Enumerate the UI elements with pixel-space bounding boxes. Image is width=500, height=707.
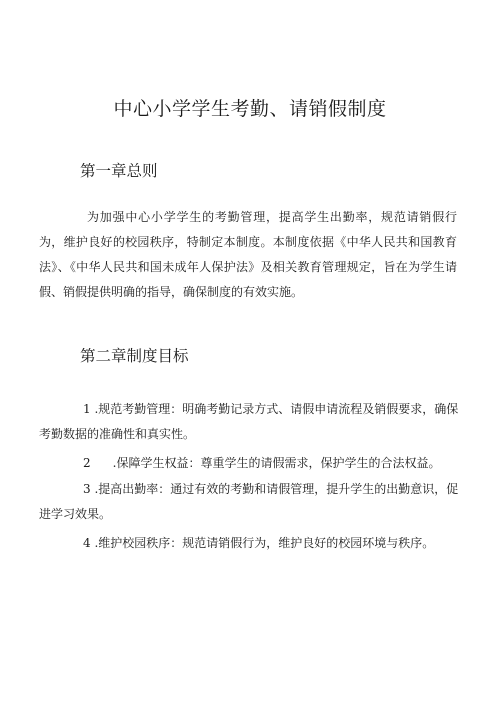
goal-item-text: 提高出勤率：通过有效的考勤和请假管理，提升学生的出勤意识，促进学习效果。 — [39, 482, 459, 521]
goal-item-number: 2 — [83, 456, 91, 470]
goal-item-text: .保障学生权益：尊重学生的请假需求，保护学生的合法权益。 — [112, 456, 441, 470]
goal-item-1 — [39, 397, 459, 447]
goal-item-text: 规范考勤管理：明确考勤记录方式、请假申请流程及销假要求，确保考勤数据的准确性和真实性。 — [39, 402, 459, 441]
goal-item-number: 1 . — [83, 402, 99, 416]
document-title: 中心小学学生考勤、请销假制度 — [113, 98, 387, 120]
goal-item-text: 维护校园秩序：规范请销假行为，维护良好的校园环境与秩序。 — [98, 536, 435, 550]
chapter-1-heading: 第一章总则 — [80, 162, 158, 180]
goal-item-3 — [39, 477, 459, 527]
goal-item-number: 4 . — [83, 536, 99, 550]
chapter-2-heading: 第二章制度目标 — [80, 347, 189, 365]
chapter-1-paragraph: 为加强中心小学学生的考勤管理，提高学生出勤率，规范请销假行为，维护良好的校园秩序，特制定本制度。本制度依据《中华人民共和国教育法》、《中华人民共和国未成年人保护法》及相关教育管理规定，旨在为学生请假、销假提供明确的指导，确保制度的有效实施。 — [39, 210, 457, 299]
goal-item-2 — [39, 451, 459, 476]
goal-item-number: 3 . — [83, 482, 99, 496]
goal-item-4 — [39, 531, 459, 556]
